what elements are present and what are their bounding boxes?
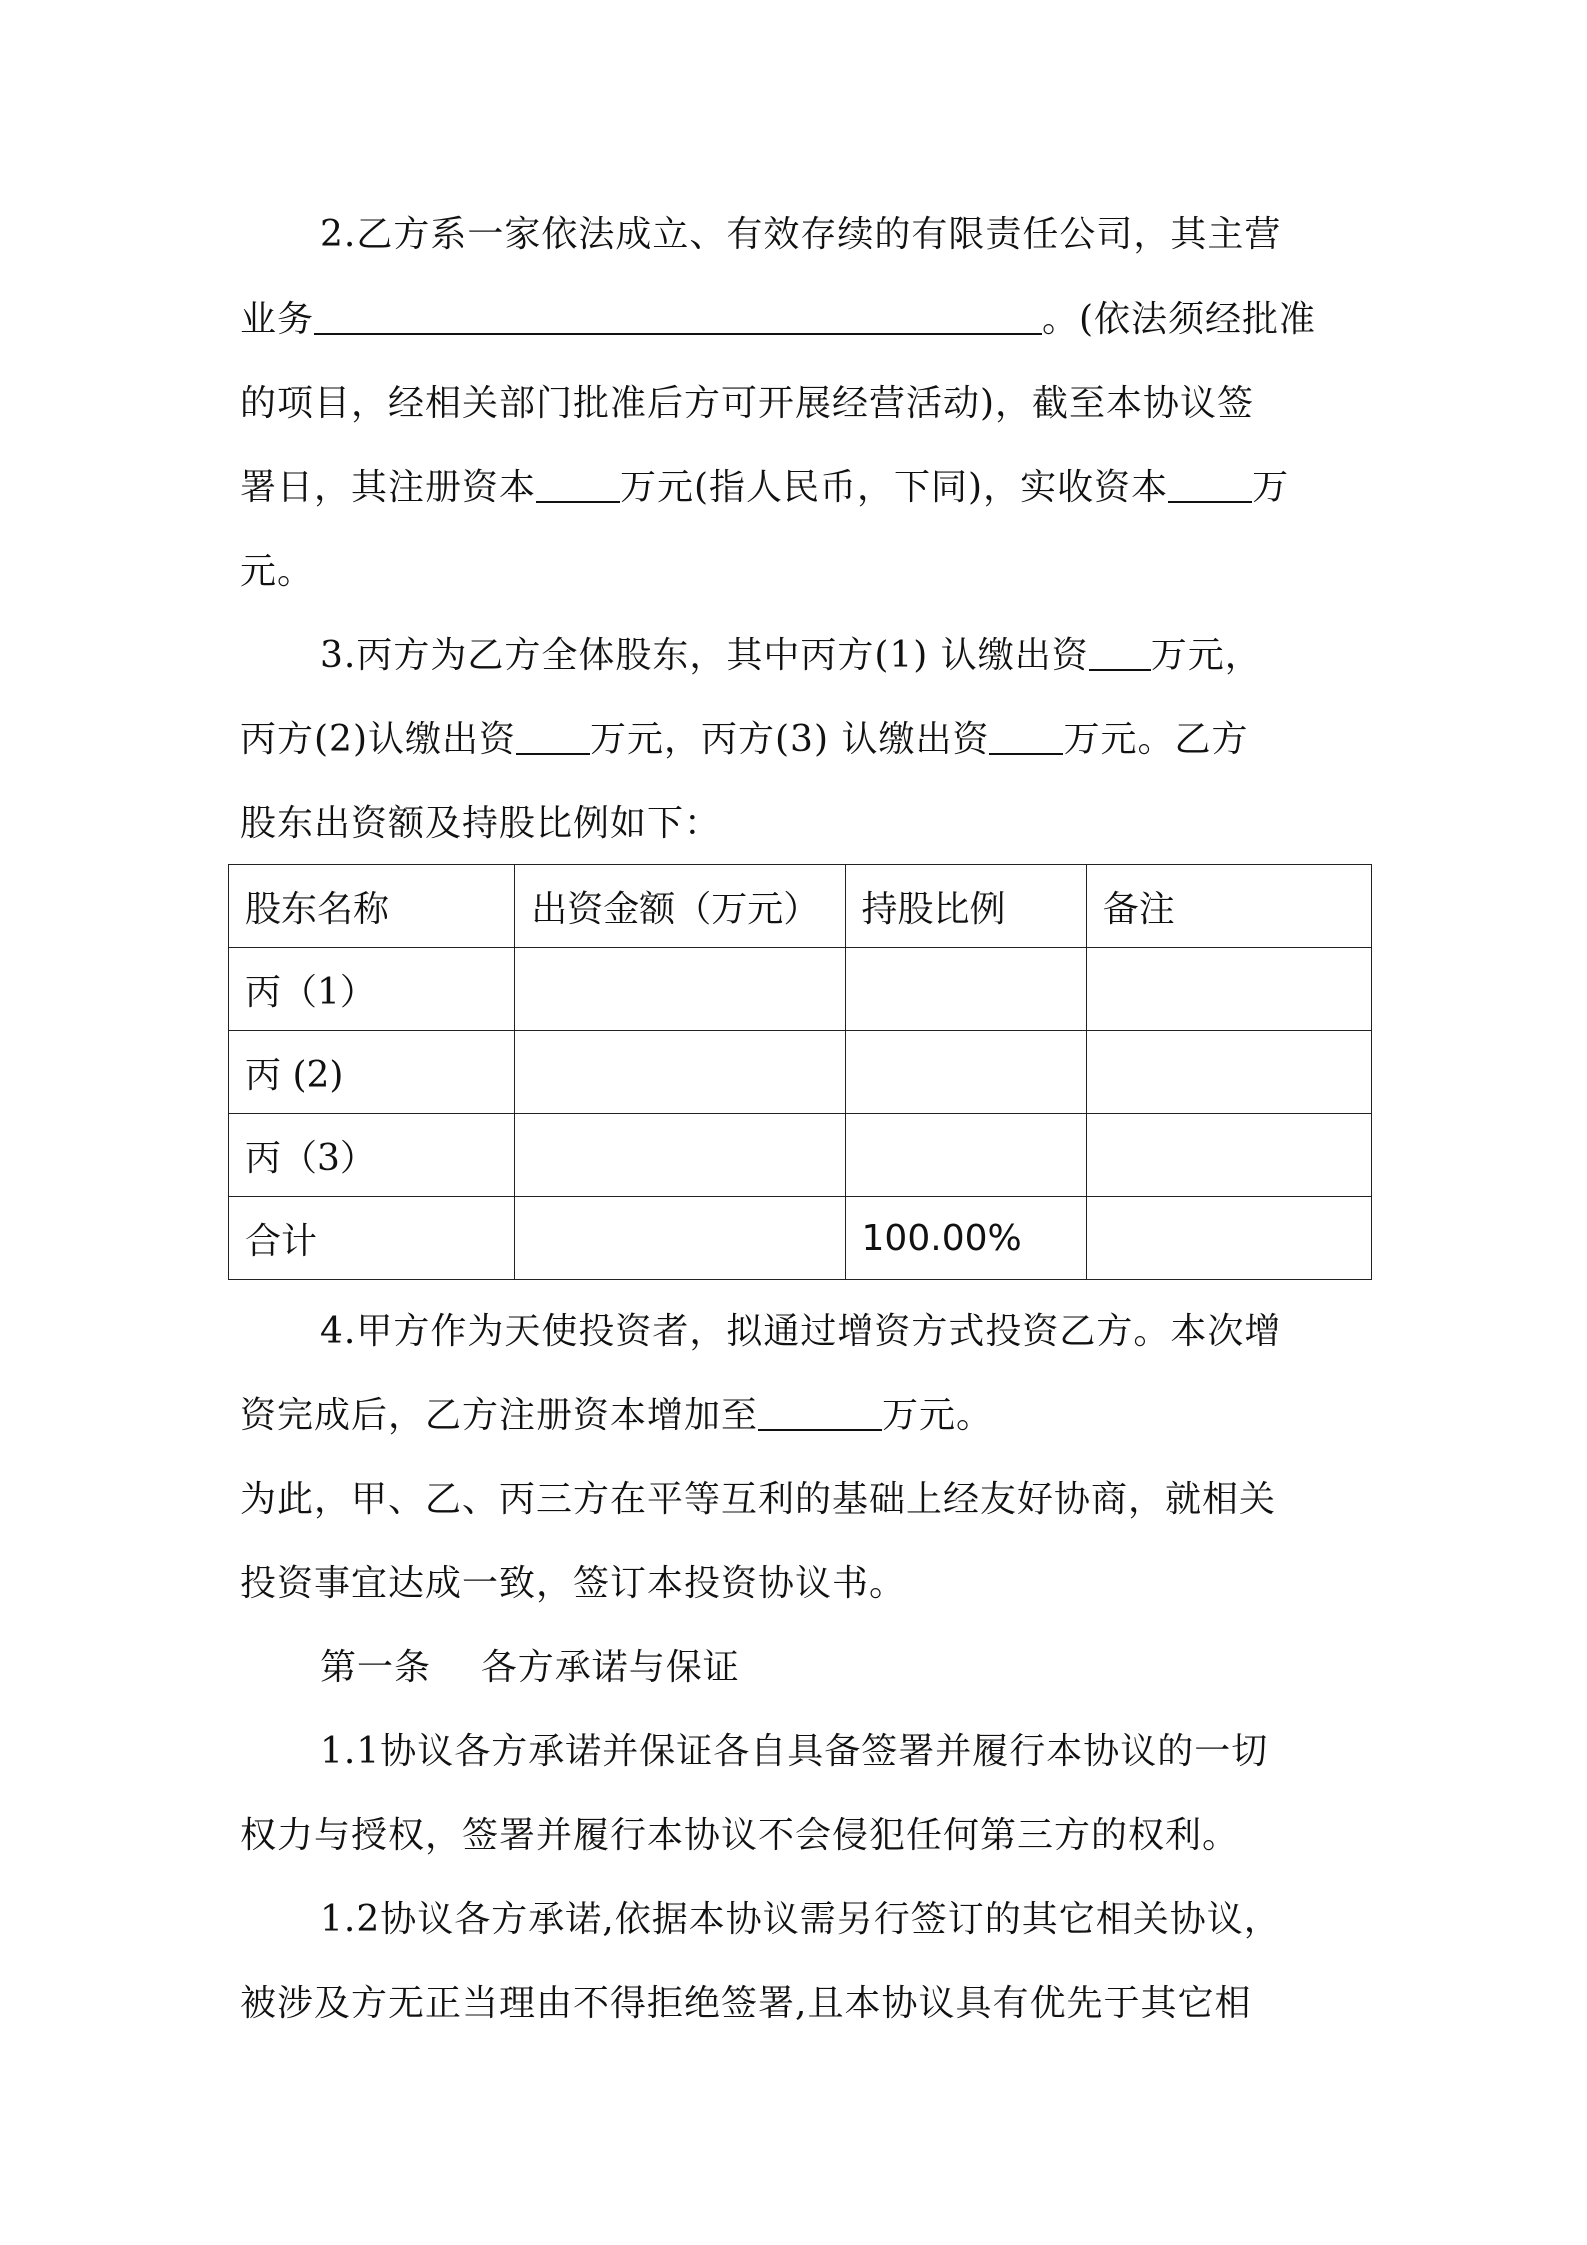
article-1-2-text: 1.2协议各方承诺,依据本协议需另行签订的其它相关协议， — [320, 1899, 1281, 1940]
cell-remarks[interactable] — [1086, 948, 1371, 1031]
shareholder-2-contribution-blank[interactable] — [516, 717, 590, 755]
cell-contribution-amount[interactable] — [515, 1031, 845, 1114]
clause-3-line-1 — [320, 614, 1440, 698]
cell-shareholder-name: 丙（3） — [229, 1114, 515, 1197]
unit-text: 万元。乙方 — [1063, 719, 1249, 760]
cell-share-ratio[interactable] — [845, 1114, 1086, 1197]
shareholder-1-contribution-blank[interactable] — [1089, 633, 1151, 671]
preamble-line-1 — [240, 1458, 1360, 1542]
article-1-heading — [320, 1626, 1440, 1710]
shareholder-3-contribution-label: 万元，丙方(3) 认缴出资 — [590, 719, 990, 760]
article-1-2-text-2: 被涉及方无正当理由不得拒绝签署,且本协议具有优先于其它相 — [240, 1983, 1252, 2024]
unit-text: 万元。 — [882, 1395, 994, 1436]
clause-4-line-1 — [320, 1290, 1440, 1374]
preamble-text: 为此，甲、乙、丙三方在平等互利的基础上经友好协商，就相关 — [240, 1479, 1277, 1520]
unit-text: 万 — [1252, 467, 1290, 508]
registered-capital-blank[interactable] — [536, 465, 620, 503]
cell-shareholder-name: 丙 (2) — [229, 1031, 515, 1114]
clause-2-line-5 — [240, 530, 1360, 614]
cell-total-contribution[interactable] — [515, 1197, 845, 1280]
cell-total-ratio: 100.00% — [845, 1197, 1086, 1280]
header-contribution-amount: 出资金额（万元） — [515, 865, 845, 948]
unit-text: 万元， — [1150, 635, 1262, 676]
table-header-row — [229, 865, 1372, 948]
paid-in-capital-blank[interactable] — [1168, 465, 1252, 503]
paid-in-capital-label: 万元(指人民币，下同)，实收资本 — [620, 467, 1169, 508]
clause-2-line-1 — [320, 193, 1440, 277]
table-row — [229, 1031, 1372, 1114]
clause-2-business-label: 业务 — [240, 299, 315, 340]
shareholder-table — [228, 864, 1372, 1280]
clause-4-text: 4.甲方作为天使投资者，拟通过增资方式投资乙方。本次增 — [320, 1311, 1282, 1352]
shareholder-2-contribution-label: 丙方(2)认缴出资 — [240, 719, 516, 760]
header-shareholder-name: 股东名称 — [229, 865, 515, 948]
clause-2-text: 2.乙方系一家依法成立、有效存续的有限责任公司，其主营 — [320, 214, 1282, 255]
article-1-1-text: 1.1协议各方承诺并保证各自具备签署并履行本协议的一切 — [320, 1731, 1269, 1772]
preamble-text-2: 投资事宜达成一致，签订本投资协议书。 — [240, 1563, 907, 1604]
cell-remarks[interactable] — [1086, 1114, 1371, 1197]
shareholder-3-contribution-blank[interactable] — [989, 717, 1063, 755]
cell-shareholder-name: 丙（1） — [229, 948, 515, 1031]
preamble-line-2 — [240, 1542, 1360, 1626]
clause-4-line-2 — [240, 1374, 1360, 1458]
shareholder-1-contribution-label: 3.丙方为乙方全体股东，其中丙方(1) 认缴出资 — [320, 635, 1089, 676]
clause-3-line-3 — [240, 782, 1360, 866]
clause-3-line-2 — [240, 698, 1360, 782]
clause-2-line-3 — [240, 362, 1360, 446]
clause-2-line-2 — [240, 278, 1360, 362]
clause-2-text-3: 的项目，经相关部门批准后方可开展经营活动)，截至本协议签 — [240, 383, 1255, 424]
article-1-title: 第一条 各方承诺与保证 — [320, 1647, 740, 1688]
article-1-1-text-2: 权力与授权，签署并履行本协议不会侵犯任何第三方的权利。 — [240, 1815, 1240, 1856]
article-1-2-line-2 — [240, 1962, 1360, 2046]
article-1-2-line-1 — [320, 1878, 1440, 1962]
header-share-ratio: 持股比例 — [845, 865, 1086, 948]
business-scope-blank[interactable] — [314, 297, 1042, 335]
registered-capital-label: 署日，其注册资本 — [240, 467, 537, 508]
cell-total-label: 合计 — [229, 1197, 515, 1280]
increased-capital-label: 资完成后，乙方注册资本增加至 — [240, 1395, 759, 1436]
article-1-1-line-2 — [240, 1794, 1360, 1878]
clause-2-line-4 — [240, 446, 1360, 530]
cell-remarks[interactable] — [1086, 1031, 1371, 1114]
header-remarks: 备注 — [1086, 865, 1371, 948]
article-1-1-line-1 — [320, 1710, 1440, 1794]
cell-contribution-amount[interactable] — [515, 1114, 845, 1197]
table-intro: 股东出资额及持股比例如下： — [240, 803, 722, 844]
cell-total-remarks[interactable] — [1086, 1197, 1371, 1280]
increased-capital-blank[interactable] — [758, 1393, 882, 1431]
table-row — [229, 948, 1372, 1031]
cell-contribution-amount[interactable] — [515, 948, 845, 1031]
cell-share-ratio[interactable] — [845, 948, 1086, 1031]
clause-2-approval-note: 。(依法须经批准 — [1042, 299, 1317, 340]
cell-share-ratio[interactable] — [845, 1031, 1086, 1114]
table-total-row — [229, 1197, 1372, 1280]
unit-text-end: 元。 — [240, 551, 315, 592]
table-row — [229, 1114, 1372, 1197]
